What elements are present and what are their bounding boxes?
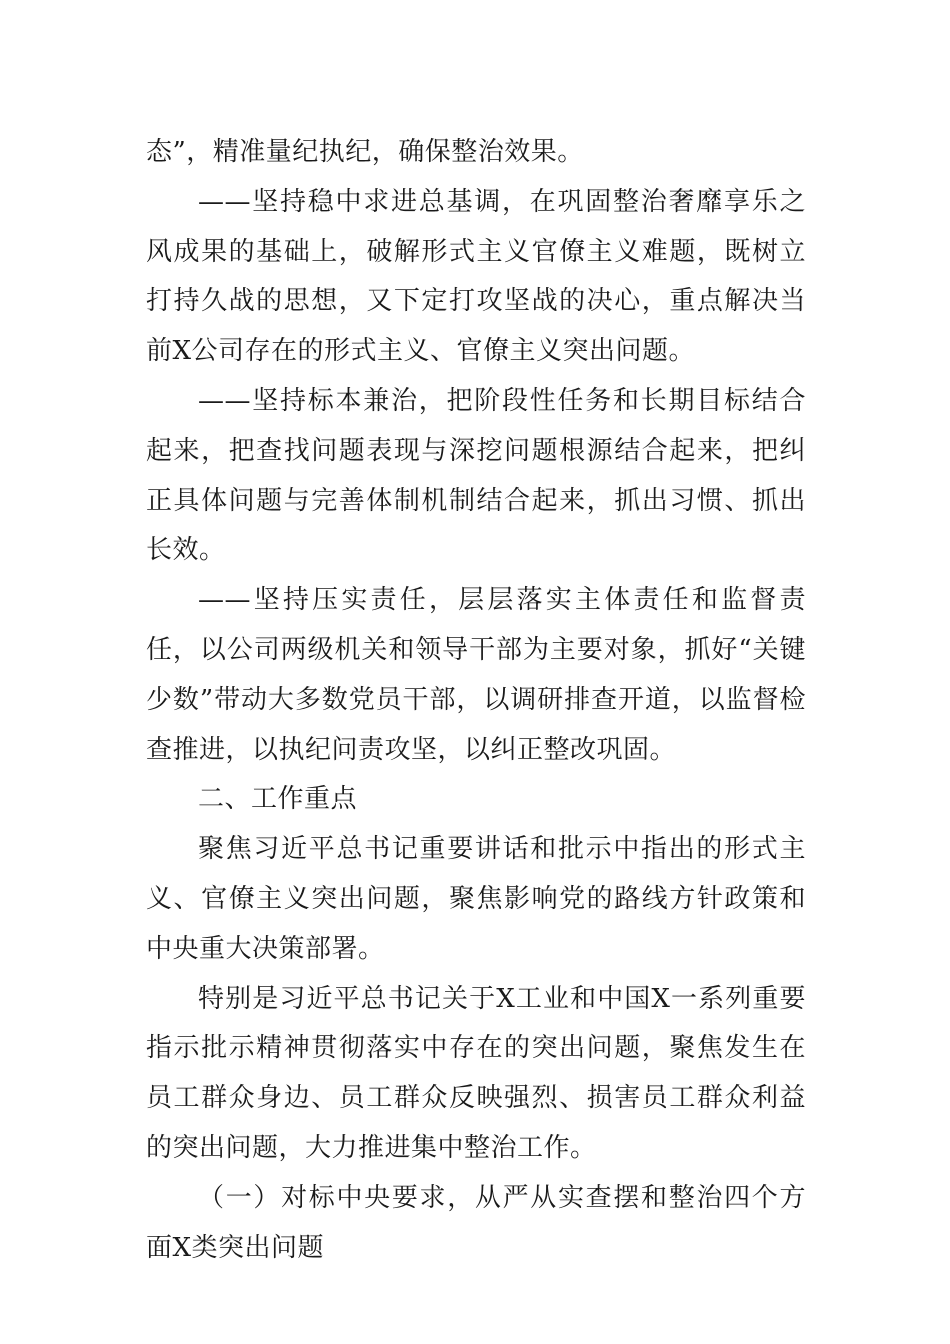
section-heading-work-focus: 二、工作重点 xyxy=(198,784,358,815)
paragraph-1: 态”，精准量纪执纪，确保整治效果。 xyxy=(146,137,584,167)
paragraph-7: 特别是习近平总书记关于X工业和中国X一系列重要指示批示精神贯彻落实中存在的突出问题，聚焦发生在员工群众身边、员工群众反映强烈、损害员工群众利益的突出问题，大力推进集中整治工作。 xyxy=(146,983,806,1163)
paragraph-4: ——坚持压实责任，层层落实主体责任和监督责任，以公司两级机关和领导干部为主要对象，抓好“关键少数”带动大多数党员干部，以调研排查开道，以监督检查推进，以执纪问责攻坚，以纠正整改巩固。 xyxy=(146,585,806,765)
paragraph-3: ——坚持标本兼治，把阶段性任务和长期目标结合起来，把查找问题表现与深挖问题根源结合起来，把纠正具体问题与完善体制机制结合起来，抓出习惯、抓出长效。 xyxy=(146,385,806,566)
document-body xyxy=(146,128,806,1273)
paragraph-6: 聚焦习近平总书记重要讲话和批示中指出的形式主义、官僚主义突出问题，聚焦影响党的路线方针政策和中央重大决策部署。 xyxy=(146,834,806,964)
subsection-heading-1: （一）对标中央要求，从严从实查摆和整治四个方面X类突出问题 xyxy=(146,1182,806,1263)
paragraph-2: ——坚持稳中求进总基调，在巩固整治奢靡享乐之风成果的基础上，破解形式主义官僚主义难题，既树立打持久战的思想，又下定打攻坚战的决心，重点解决当前X公司存在的形式主义、官僚主义突出问题。 xyxy=(146,186,806,367)
